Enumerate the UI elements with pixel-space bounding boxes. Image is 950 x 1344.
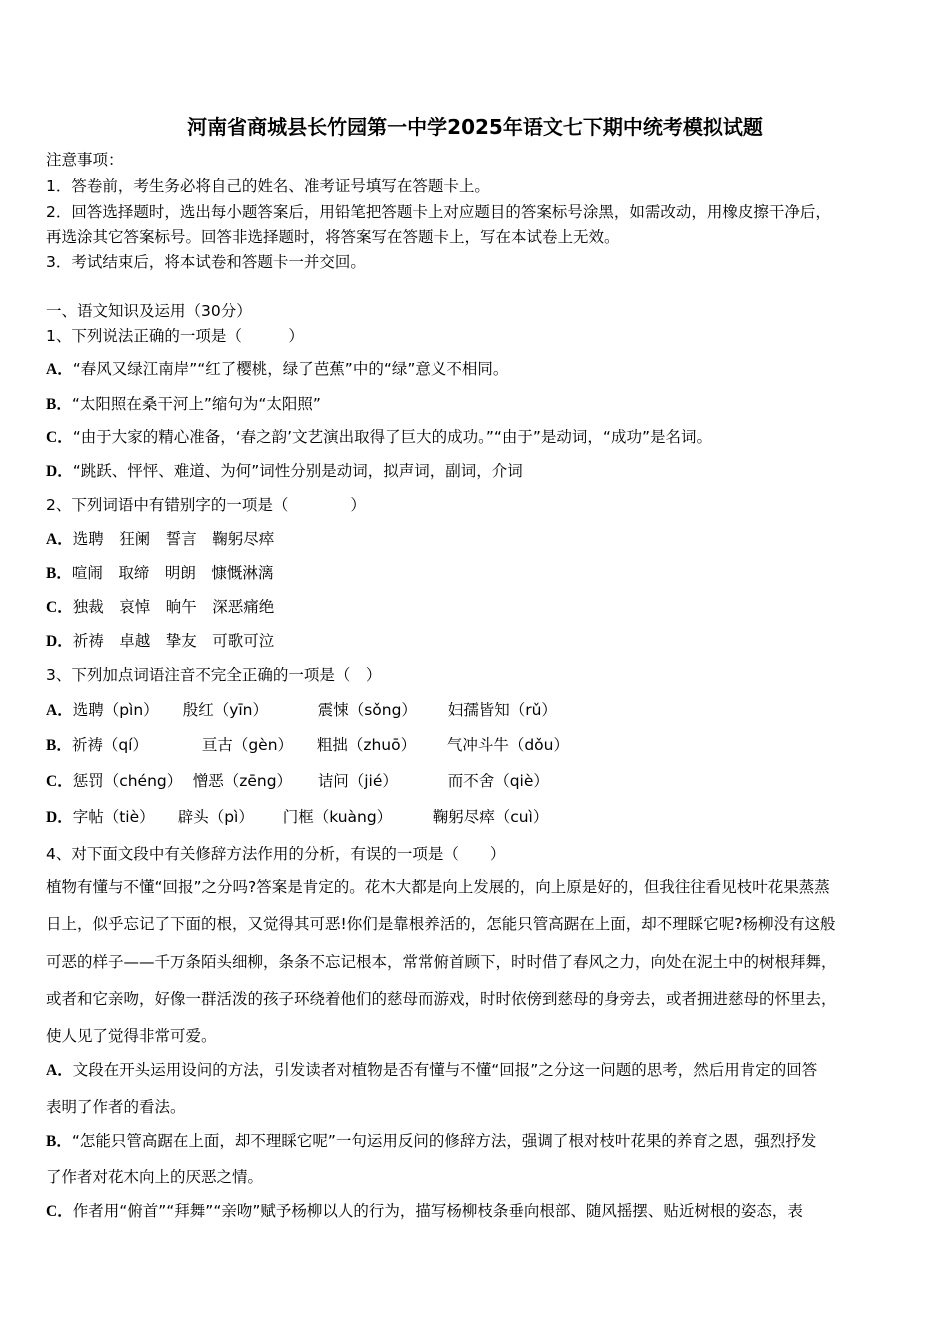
option-word: 气冲斗牛（dǒu）	[446, 736, 569, 754]
option-text: 文段在开头运用设问的方法，引发读者对植物是否有懂与不懂“回报”之分这一问题的思考，然后用肯定的回答	[72, 1061, 818, 1079]
option-word: 字帖（tiè）	[72, 808, 155, 826]
option-word: 辟头（pì）	[177, 808, 254, 826]
option-label: A．	[46, 361, 73, 378]
notice-item: 2．回答选择题时，选出每小题答案后，用铅笔把答题卡上对应题目的答案标号涂黑，如需改动，用橡皮擦干净后，	[46, 203, 831, 221]
option-row	[46, 461, 523, 482]
option-row	[46, 1201, 803, 1222]
option-word: 选聘（pìn）	[72, 701, 159, 719]
page-title: 河南省商城县长竹园第一中学2025年语文七下期中统考模拟试题	[187, 115, 763, 139]
option-label: C．	[46, 429, 73, 446]
option-row	[46, 1131, 816, 1152]
option-text: 作者用“俯首”“拜舞”“亲吻”赋予杨柳以人的行为，描写杨柳枝条垂向根部、随风摇摆、贴近树根的姿态，表	[72, 1202, 803, 1220]
option-row	[46, 529, 274, 550]
passage-line: 植物有懂与不懂“回报”之分吗?答案是肯定的。花木大都是向上发展的，向上原是好的，但我往往看见枝叶花果蒸蒸	[46, 878, 830, 896]
option-row	[46, 563, 273, 584]
notice-item: 3．考试结束后，将本试卷和答题卡一并交回。	[46, 253, 366, 271]
option-label: A．	[46, 1062, 73, 1079]
question-stem: 3、下列加点词语注音不完全正确的一项是（ ）	[46, 666, 382, 684]
option-text: 喧闹 取缔 明朗 慷慨淋漓	[71, 564, 274, 582]
option-word: 鞠躬尽瘁（cuì）	[432, 808, 549, 826]
option-text: “怎能只管高踞在上面，却不理睬它呢”一句运用反问的修辞方法，强调了根对枝叶花果的养育之恩，强烈抒发	[71, 1132, 817, 1150]
option-label: D．	[46, 809, 73, 826]
option-word: 诘问（jié）	[317, 772, 398, 790]
passage-line: 或者和它亲吻，好像一群活泼的孩子环绕着他们的慈母而游戏，时时依傍到慈母的身旁去，或者拥进慈母的怀里去，	[46, 990, 837, 1008]
option-label: A．	[46, 702, 73, 719]
option-row	[46, 359, 508, 380]
notice-item: 再选涂其它答案标号。回答非选择题时，将答案写在答题卡上，写在本试卷上无效。	[46, 228, 620, 246]
option-word: 亘古（gèn）	[201, 736, 294, 754]
option-row	[46, 735, 569, 756]
notice-heading: 注意事项：	[46, 151, 124, 169]
passage-line: 使人见了觉得非常可爱。	[46, 1027, 217, 1045]
option-row	[46, 597, 274, 618]
option-text: “跳跃、怦怦、难道、为何”词性分别是动词，拟声词，副词，介词	[72, 462, 523, 480]
option-word: 震悚（sǒng）	[317, 701, 417, 719]
option-label: B．	[46, 396, 72, 413]
option-label: A．	[46, 531, 73, 548]
option-row	[46, 394, 321, 415]
passage-line: 可恶的样子——千万条陌头细柳，条条不忘记根本，常常俯首顾下，时时借了春风之力，向处在泥土中的树根拜舞，	[46, 953, 837, 971]
option-label: C．	[46, 1203, 73, 1220]
option-row	[46, 1060, 817, 1081]
option-word: 祈祷（qí）	[71, 736, 148, 754]
option-row	[46, 631, 274, 652]
section-heading: 一、语文知识及运用（30分）	[46, 302, 252, 320]
option-row	[46, 427, 712, 448]
option-label: C．	[46, 773, 73, 790]
option-text-cont: 了作者对花木向上的厌恶之情。	[46, 1168, 264, 1186]
option-label: B．	[46, 1133, 72, 1150]
option-text: “太阳照在桑干河上”缩句为“太阳照”	[71, 395, 321, 413]
option-row	[46, 771, 549, 792]
notice-item: 1．答卷前，考生务必将自己的姓名、准考证号填写在答题卡上。	[46, 177, 490, 195]
option-word: 而不舍（qiè）	[447, 772, 549, 790]
question-stem: 1、下列说法正确的一项是（ ）	[46, 327, 304, 345]
option-row	[46, 700, 557, 721]
option-word: 粗拙（zhuō）	[316, 736, 417, 754]
option-text: 选聘 狂阑 誓言 鞠躬尽瘁	[72, 530, 275, 548]
option-word: 惩罚（chéng）	[72, 772, 183, 790]
option-label: D．	[46, 633, 73, 650]
option-text: 独裁 哀悼 晌午 深恶痛绝	[72, 598, 275, 616]
option-label: C．	[46, 599, 73, 616]
option-word: 妇孺皆知（rǔ）	[447, 701, 557, 719]
question-stem: 2、下列词语中有错别字的一项是（ ）	[46, 496, 366, 514]
passage-line: 日上，似乎忘记了下面的根，又觉得其可恶!你们是靠根养活的，怎能只管高踞在上面，却不理睬它呢?杨柳没有这般	[46, 915, 836, 933]
option-word: 殷红（yīn）	[182, 701, 269, 719]
option-label: D．	[46, 463, 73, 480]
question-stem: 4、对下面文段中有关修辞方法作用的分析，有误的一项是（ ）	[46, 845, 506, 863]
option-text-cont: 表明了作者的看法。	[46, 1098, 186, 1116]
option-text: 祈祷 卓越 挚友 可歌可泣	[72, 632, 275, 650]
option-text: “由于大家的精心准备，‘春之韵’文艺演出取得了巨大的成功。”“由于”是动词，“成功”是名词。	[72, 428, 712, 446]
option-label: B．	[46, 737, 72, 754]
option-label: B．	[46, 565, 72, 582]
option-word: 门框（kuàng）	[282, 808, 393, 826]
option-word: 憎恶（zēng）	[192, 772, 293, 790]
option-row	[46, 807, 548, 828]
option-text: “春风又绿江南岸”“红了樱桃，绿了芭蕉”中的“绿”意义不相同。	[72, 360, 509, 378]
